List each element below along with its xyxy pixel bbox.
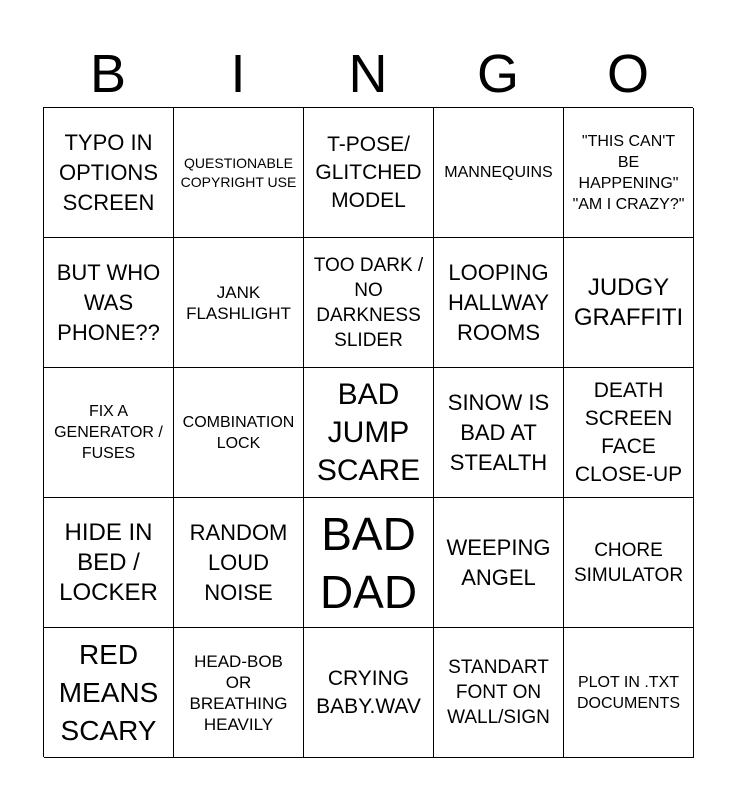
cell-label: MANNEQUINS [444,164,553,181]
bingo-cell-r3c3[interactable] [304,368,434,498]
cell-label: HEAD-BOB OR BREATHING HEAVILY [189,651,288,734]
cell-label: RANDOM LOUD NOISE [189,519,288,605]
bingo-cell-r2c5[interactable] [564,238,694,368]
bingo-cell-r3c1[interactable] [44,368,174,498]
bingo-cell-r1c5[interactable] [564,108,694,238]
cell-label: DEATH SCREEN FACE CLOSE-UP [574,378,683,486]
header-letter-g: G [476,44,519,104]
cell-label: LOOPING HALLWAY ROOMS [447,259,550,345]
cell-label: CHORE SIMULATOR [573,539,684,586]
bingo-cell-r2c1[interactable] [44,238,174,368]
bingo-cell-r5c3[interactable] [304,628,434,758]
bingo-cell-r4c3[interactable] [304,498,434,628]
cell-label: QUESTIONABLE COPYRIGHT USE [180,154,297,190]
cell-label: RED MEANS SCARY [58,638,159,746]
cell-label: CRYING BABY.WAV [316,666,421,718]
header-letter-i: I [230,44,246,104]
cell-label: BAD JUMP SCARE [316,377,421,487]
header-letter-b: B [89,44,127,104]
cell-label: PLOT IN .TXT DOCUMENTS [576,673,681,712]
header-letter-n: N [348,44,388,104]
cell-label: COMBINATION LOCK [182,413,295,452]
cell-label: BUT WHO WAS PHONE?? [56,259,161,345]
cell-label: TOO DARK / NO DARKNESS SLIDER [313,254,424,351]
bingo-cell-r5c2[interactable] [174,628,304,758]
bingo-cell-r1c3[interactable] [304,108,434,238]
bingo-cell-r5c4[interactable] [434,628,564,758]
cell-label: "THIS CAN'T BE HAPPENING" "AM I CRAZY?" [572,132,685,213]
cell-label: WEEPING ANGEL [446,534,551,590]
cell-label: STANDART FONT ON WALL/SIGN [447,657,550,728]
cell-label: FIX A GENERATOR / FUSES [54,403,163,462]
cell-label: TYPO IN OPTIONS SCREEN [58,129,158,215]
bingo-cell-r4c1[interactable] [44,498,174,628]
bingo-cell-r2c4[interactable] [434,238,564,368]
bingo-cell-r5c1[interactable] [44,628,174,758]
cell-label: T-POSE/ GLITCHED MODEL [315,132,422,212]
bingo-cell-r3c4[interactable] [434,368,564,498]
bingo-cell-r4c5[interactable] [564,498,694,628]
cell-label: HIDE IN BED / LOCKER [59,518,158,606]
bingo-cell-r2c3[interactable] [304,238,434,368]
bingo-cell-r3c2[interactable] [174,368,304,498]
header-letter-o: O [606,44,649,104]
bingo-cell-r5c5[interactable] [564,628,694,758]
bingo-cell-r1c1[interactable] [44,108,174,238]
bingo-cell-r4c4[interactable] [434,498,564,628]
bingo-cell-r4c2[interactable] [174,498,304,628]
cell-label: JANK FLASHLIGHT [186,282,291,323]
cell-label: BAD DAD [319,507,418,618]
bingo-cell-r2c2[interactable] [174,238,304,368]
bingo-cell-r3c5[interactable] [564,368,694,498]
bingo-board [43,107,693,757]
cell-label: JUDGY GRAFFITI [573,273,684,331]
bingo-cell-r1c4[interactable] [434,108,564,238]
bingo-header [43,40,693,108]
bingo-cell-r1c2[interactable] [174,108,304,238]
cell-label: SINOW IS BAD AT STEALTH [447,389,550,475]
